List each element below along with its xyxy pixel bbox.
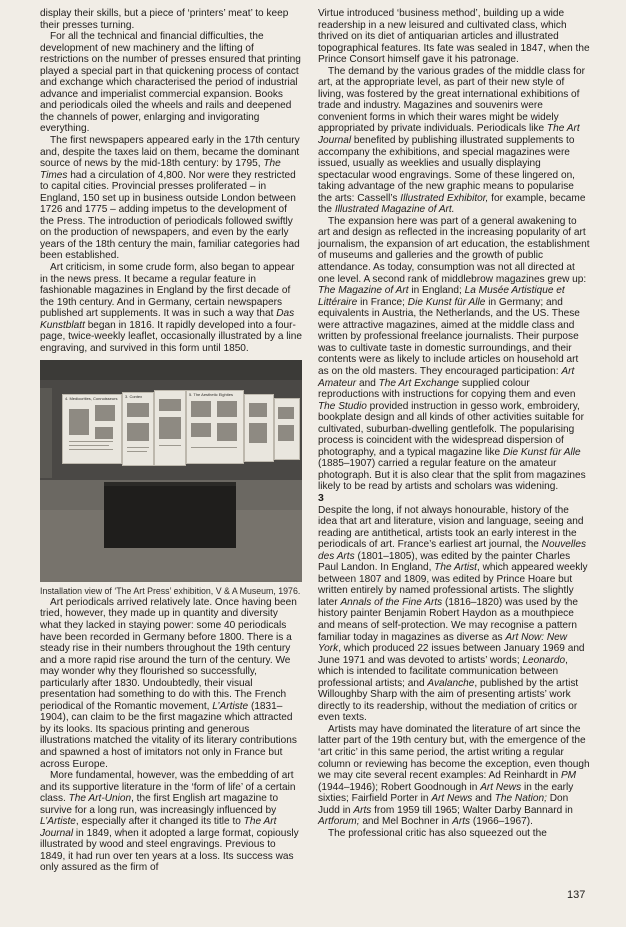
paragraph: The expansion here was part of a general awakening to art and design as reflected in the increasing popularity of art journalism, the expansion of art education, the establishment of museums and galleries and the growth of public attendance. As today, consumption was not all directed at one level. A second rank of middlebrow magazines grew up: The Magazine of Art in England; La Musée Artistique et Littéraire in France; Die Kunst für Alle in Germany; and equivalents in Austria, the Netherlands, and the US. These were attractive magazines, aimed at the middle class and written by professional freelance journalists. Their purpose was to cultivate taste in domestic surroundings, and their contents were as likely to include articles on household art as on the old masters. They encouraged participation: Art Amateur and The Art Exchange supplied colour reproductions with instructions for copying them and even The Studio provided instruction in gesso work, embroidery, bookplate design and all kinds of other activities suitable for cultivated, suburban-dwelling gentlefolk. The popularising process is coincident with the widespread dispersion of photography, and a typical magazine like Die Kunst für Alle (1885–1907) carried a regular feature on the amateur photograph. But it is also clear that the split from magazines likely to be read by artists and scholars was widening. bbox=[318, 215, 590, 493]
paragraph: The demand by the various grades of the middle class for art, at the appropriate level, as part of their new style of living, was fostered by the great international exhibitions of trade and industry. Magazines and souvenirs were convenient forms in which their wares might be widely appropriated by private individuals. Periodicals like The Art Journal benefited by publishing illustrated supplements to accompany the exhibitions, and special magazines were issued, usually as weeklies and usually displaying spectacular wood engravings. Some of these lingered on, taking advantage of the new graphic means to popularise the arts: Cassell’s Illustrated Exhibitor, for example, became the Illustrated Magazine of Art. bbox=[318, 65, 586, 216]
paragraph: Art criticism, in some crude form, also began to appear in the news press. It became a regular feature in fashionable magazines in England by the first decade of the 19th century. And in Germany, certain newspapers published art supplements. It was in such a way that Das Kunstblatt began in 1816. It rapidly developed into a four-page, twice-weekly leaflet, occasionally illustrated by a line engraving, and survived in this form until 1850. bbox=[40, 262, 303, 354]
italic-title: Leonardo bbox=[522, 654, 566, 666]
paragraph: More fundamental, however, was the embedding of art and its supportive literature in the ‘form of life’ of a certain class. The Art-Union, the first English art magazine to survive for a long run, was increasingly influenced by L’Artiste, especially after it changed its title to The Art Journal in 1849, when it adopted a large format, copiously illustrated by wood and steel engravings. Previous to 1849, it had run over ten years at a loss. Its success was only assured as the firm of bbox=[40, 770, 299, 874]
italic-title: Illustrated Exhibitor, bbox=[400, 192, 489, 204]
italic-title: L’Artiste bbox=[40, 816, 76, 828]
section-number: 3 bbox=[318, 491, 324, 504]
italic-title: The Nation; bbox=[494, 793, 547, 805]
paragraph: Virtue introduced ‘business method’, building up a wide readership in a new leisured and cultivated class, which thrived on its diet of antiquarian articles and illustrated topographical features. Its fate was sealed in 1847, when the Prince Consort himself gave it his patronage. bbox=[318, 8, 590, 66]
italic-title: The Magazine of Art bbox=[318, 285, 409, 297]
exhibition-photo bbox=[40, 360, 302, 582]
paragraph: display their skills, but a piece of ‘printers’ meat’ to keep their presses turning. bbox=[40, 8, 289, 31]
exhibition-panel bbox=[274, 398, 300, 460]
paragraph: Despite the long, if not always honourable, history of the idea that art and literature, vision and language, seeing and reading are antithetical, artists took an early interest in the periodicals of art. France’s earliest art journal, the Nouvelles des Arts (1801–1805), was edited by the painter Charles Paul Landon. In England, The Artist, which appeared weekly between 1807 and 1809, was edited by Prince Hoare but written entirely by named professional artists. The slightly later Annals of the Fine Arts (1816–1820) was used by the history painter Benjamin Robert Haydon as a mouthpiece and means of self-protection. We may recognise a pattern familiar today in magazines as diverse as Art Now: New York, which produced 22 issues between January 1969 and June 1971 and was devoted to artists’ words; Leonardo, which is intended to facilitate communication between professional artists; and Avalanche, published by the artist Willoughby Sharp with the aim of presenting artists’ work directly to its readership, without the mediation of critics or even texts. bbox=[318, 504, 588, 724]
italic-title: Nouvelles des Arts bbox=[318, 539, 586, 562]
italic-title: Art News bbox=[431, 793, 473, 805]
italic-title: L’Artiste bbox=[212, 700, 249, 712]
italic-title: The Art Journal bbox=[40, 816, 277, 839]
display-case bbox=[40, 388, 52, 478]
exhibition-panel: 5. The Aesthetic Eighties bbox=[186, 390, 244, 464]
italic-title: Arts bbox=[452, 816, 471, 828]
paragraph: For all the technical and financial difficulties, the development of new machinery and the lifting of restrictions on the number of presses ensured that printing played a special part in that quickening process of contact and exchange which characterised the period of industrial advance and imperialist commercial expansion. Books and periodicals oiled the wheels and rails and deepened the channels of power, enlarging and invigorating everything. bbox=[40, 31, 301, 135]
italic-title: The Studio bbox=[318, 400, 367, 412]
italic-title: Die Kunst für Alle bbox=[502, 446, 581, 458]
italic-title: Artforum; bbox=[318, 816, 360, 828]
italic-title: Art Amateur bbox=[318, 365, 575, 389]
italic-title: Avalanche bbox=[427, 677, 475, 689]
italic-title: Art News bbox=[480, 781, 522, 793]
exhibition-panel bbox=[154, 390, 186, 466]
exhibition-panel: 3. Contex bbox=[122, 392, 154, 466]
bench bbox=[104, 486, 236, 548]
left-column bbox=[40, 8, 302, 874]
photo-caption: Installation view of ‘The Art Press’ exhibition, V & A Museum, 1976. bbox=[40, 586, 301, 597]
italic-title: PM bbox=[560, 770, 577, 782]
italic-title: Art Now: New York bbox=[318, 631, 568, 655]
italic-title: The Times bbox=[40, 158, 281, 181]
paragraph: Art periodicals arrived relatively late. Once having been tried, however, they made up in quantity and diversity what they lacked in staying power: some 40 periodicals have been recorded in Germany before 1800. There is a steady rise in their numbers throughout the 19th century and a more rapid rise around the turn of the century. We may wonder why they flourished so successfully, particularly after 1830. Undoubtedly, their visual presentation had something to do with this. The French periodical of the Romantic movement, L’Artiste (1831–1904), can claim to be the first magazine which attracted by its looks. Its spacious printing and generous illustrations matched the vitality of its literary contributions and spawned a host of imitators not only in France but across Europe. bbox=[40, 596, 297, 770]
italic-title: The Art-Union bbox=[68, 793, 132, 805]
italic-title: The Artist bbox=[434, 562, 477, 574]
italic-title: La Musée Artistique et Littéraire bbox=[318, 285, 565, 308]
italic-title: Illustrated Magazine of Art. bbox=[334, 204, 455, 216]
paragraph: Artists may have dominated the literature of art since the latter part of the 19th century but, with the emergence of the ‘art critic’ in this same period, the artist writing a regular column or reviewing has become the exception, even though we may cite several recent examples: Ad Reinhardt in PM (1944–1946); Robert Goodnough in Art News in the early sixties; Fairfield Porter in Art News and The Nation; Don Judd in Arts from 1959 till 1965; Walter Darby Bannard in Artforum; and Mel Bochner in Arts (1966–1967). bbox=[318, 723, 590, 828]
paragraph: The first newspapers appeared early in the 17th century and, despite the taxes laid on them, became the dominant source of news by the mid-18th century: by 1795, The Times had a circulation of 4,800. Nor were they restricted to capital cities. Provincial presses proliferated – in England, 150 set up in business outside London between 1726 and 1775 – adding impetus to the development of the Press. The introduction of periodicals followed swiftly on the production of newspapers, and even by the early years of the 18th century the main, familiar categories had been established. bbox=[40, 135, 300, 262]
italic-title: Arts bbox=[353, 804, 372, 816]
paragraph: The professional critic has also squeezed out the bbox=[328, 827, 547, 839]
exhibition-panel: 4. Mediocrities, Connoisseurs bbox=[62, 394, 122, 464]
page-number: 137 bbox=[567, 889, 586, 901]
italic-title: Das Kunstblatt bbox=[40, 308, 295, 331]
italic-title: Annals of the Fine Arts bbox=[340, 596, 443, 608]
italic-title: Die Kunst für Alle bbox=[407, 296, 486, 308]
right-column bbox=[318, 8, 590, 839]
italic-title: The Art Journal bbox=[318, 123, 580, 147]
italic-title: The Art Exchange bbox=[378, 377, 460, 389]
exhibition-panel bbox=[244, 394, 274, 462]
